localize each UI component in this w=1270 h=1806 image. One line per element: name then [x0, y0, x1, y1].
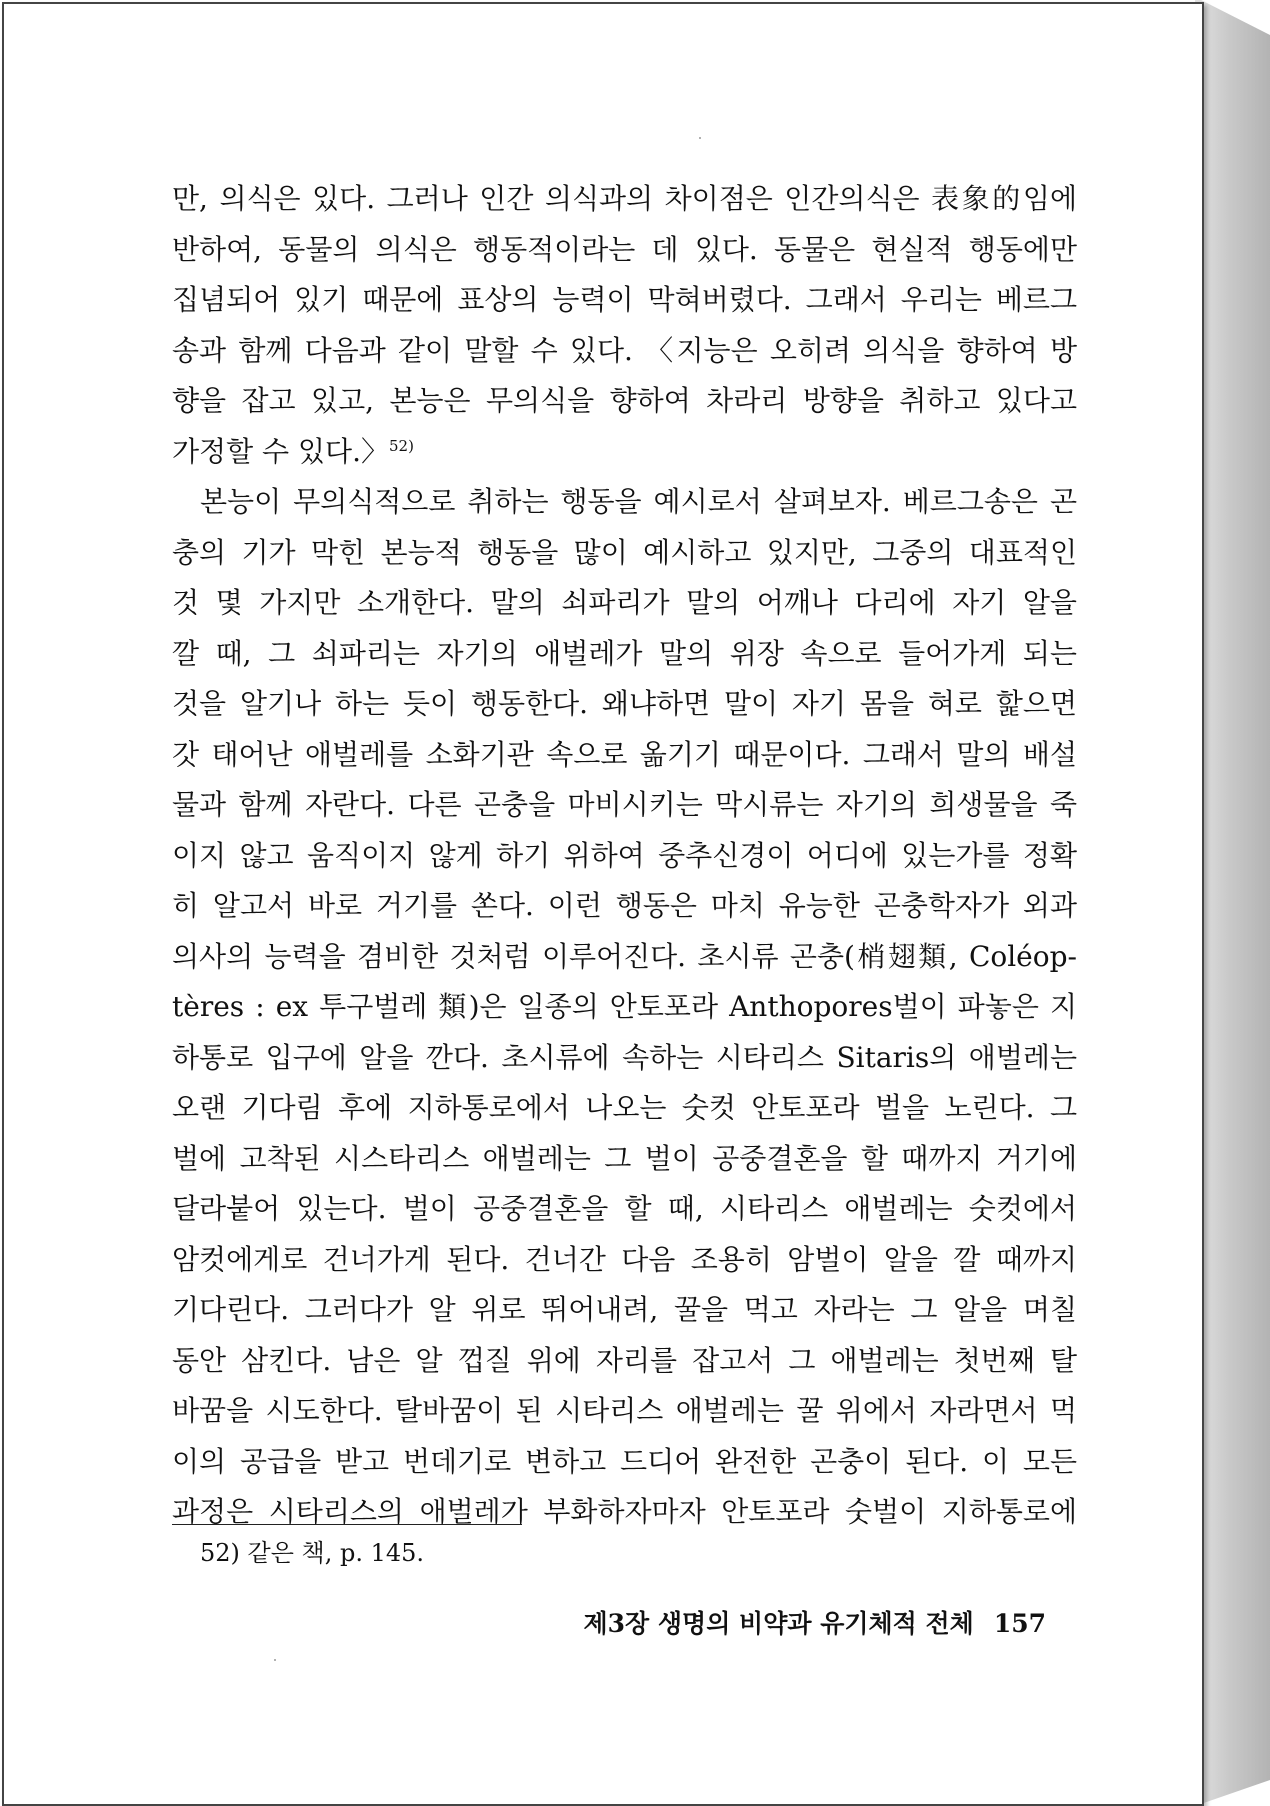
scan-speck — [699, 137, 701, 139]
text-line: 히 알고서 바로 거기를 쏜다. 이런 행동은 마치 유능한 곤충학자가 외과 — [172, 889, 1077, 922]
text-line-with-footnote-ref — [172, 427, 1077, 478]
footnote: 52) 같은 책, p. 145. — [200, 1539, 425, 1567]
text-line: 벌에 고착된 시스타리스 애벌레는 그 벌이 공중결혼을 할 때까지 거기에 — [172, 1141, 1077, 1175]
text-line: 하통로 입구에 알을 깐다. 초시류에 속하는 시타리스 Sitaris의 애벌레는 — [172, 1040, 1077, 1074]
text-line: 송과 함께 다음과 같이 말할 수 있다. 〈지능은 오히려 의식을 향하여 방 — [172, 333, 1077, 367]
text-line: 향을 잡고 있고, 본능은 무의식을 향하여 차라리 방향을 취하고 있다고 — [172, 384, 1077, 417]
page-stack-edge — [1195, 0, 1270, 1806]
text-line: 암컷에게로 건너가게 된다. 건너간 다음 조용히 암벌이 알을 깔 때까지 — [172, 1242, 1077, 1276]
text-line: 만, 의식은 있다. 그러나 인간 의식과의 차이점은 인간의식은 表象的임에 — [172, 182, 1077, 215]
text-line: 기다린다. 그러다가 알 위로 뛰어내려, 꿀을 먹고 자라는 그 알을 며칠 — [172, 1293, 1077, 1326]
footnote-separator — [172, 1524, 522, 1525]
text-line: 동안 삼킨다. 남은 알 껍질 위에 자리를 잡고서 그 애벌레는 첫번째 탈 — [172, 1343, 1077, 1377]
text-line: 가정할 수 있다.〉 — [172, 434, 389, 468]
text-line: 반하여, 동물의 의식은 행동적이라는 데 있다. 동물은 현실적 행동에만 — [172, 232, 1077, 266]
text-line: 집념되어 있기 때문에 표상의 능력이 막혀버렸다. 그래서 우리는 베르그 — [172, 283, 1077, 316]
running-footer — [560, 1606, 1046, 1642]
text-line: 바꿈을 시도한다. 탈바꿈이 된 시타리스 애벌레는 꿀 위에서 자라면서 먹 — [172, 1394, 1077, 1427]
text-line: 물과 함께 자란다. 다른 곤충을 마비시키는 막시류는 자기의 희생물을 죽 — [172, 788, 1077, 821]
text-line: 충의 기가 막힌 본능적 행동을 많이 예시하고 있지만, 그중의 대표적인 — [172, 535, 1077, 569]
text-line: 이의 공급을 받고 번데기로 변하고 드디어 완전한 곤충이 된다. 이 모든 — [172, 1444, 1077, 1478]
page-number: 157 — [993, 1609, 1046, 1638]
chapter-title: 제3장 생명의 비약과 유기체적 전체 — [583, 1609, 974, 1638]
text-line: 것을 알기나 하는 듯이 행동한다. 왜냐하면 말이 자기 몸을 혀로 핥으면 — [172, 687, 1077, 720]
text-line: 것 몇 가지만 소개한다. 말의 쇠파리가 말의 어깨나 다리에 자기 알을 — [172, 586, 1077, 619]
text-line: 달라붙어 있는다. 벌이 공중결혼을 할 때, 시타리스 애벌레는 숫컷에서 — [172, 1192, 1077, 1225]
text-line: 과정은 시타리스의 애벌레가 부화하자마자 안토포라 숫벌이 지하통로에 — [172, 1495, 1077, 1528]
body-text — [172, 174, 1077, 1538]
text-line: 오랜 기다림 후에 지하통로에서 나오는 숫컷 안토포라 벌을 노린다. 그 — [172, 1091, 1077, 1124]
text-line: 갓 태어난 애벌레를 소화기관 속으로 옮기기 때문이다. 그래서 말의 배설 — [172, 737, 1077, 771]
text-line: 의사의 능력을 겸비한 것처럼 이루어진다. 초시류 곤충(梢翅類, Coléop- — [172, 939, 1077, 973]
text-line: 이지 않고 움직이지 않게 하기 위하여 중추신경이 어디에 있는가를 정확 — [172, 838, 1077, 872]
text-line: tères : ex 투구벌레 類)은 일종의 안토포라 Anthopores벌이 파놓은 지 — [172, 990, 1077, 1023]
paragraph-first-line: 본능이 무의식적으로 취하는 행동을 예시로서 살펴보자. 베르그송은 곤 — [200, 485, 1077, 518]
scan-speck — [274, 1659, 276, 1661]
text-line: 깔 때, 그 쇠파리는 자기의 애벌레가 말의 위장 속으로 들어가게 되는 — [172, 636, 1077, 670]
footnote-reference: 52) — [389, 436, 414, 455]
